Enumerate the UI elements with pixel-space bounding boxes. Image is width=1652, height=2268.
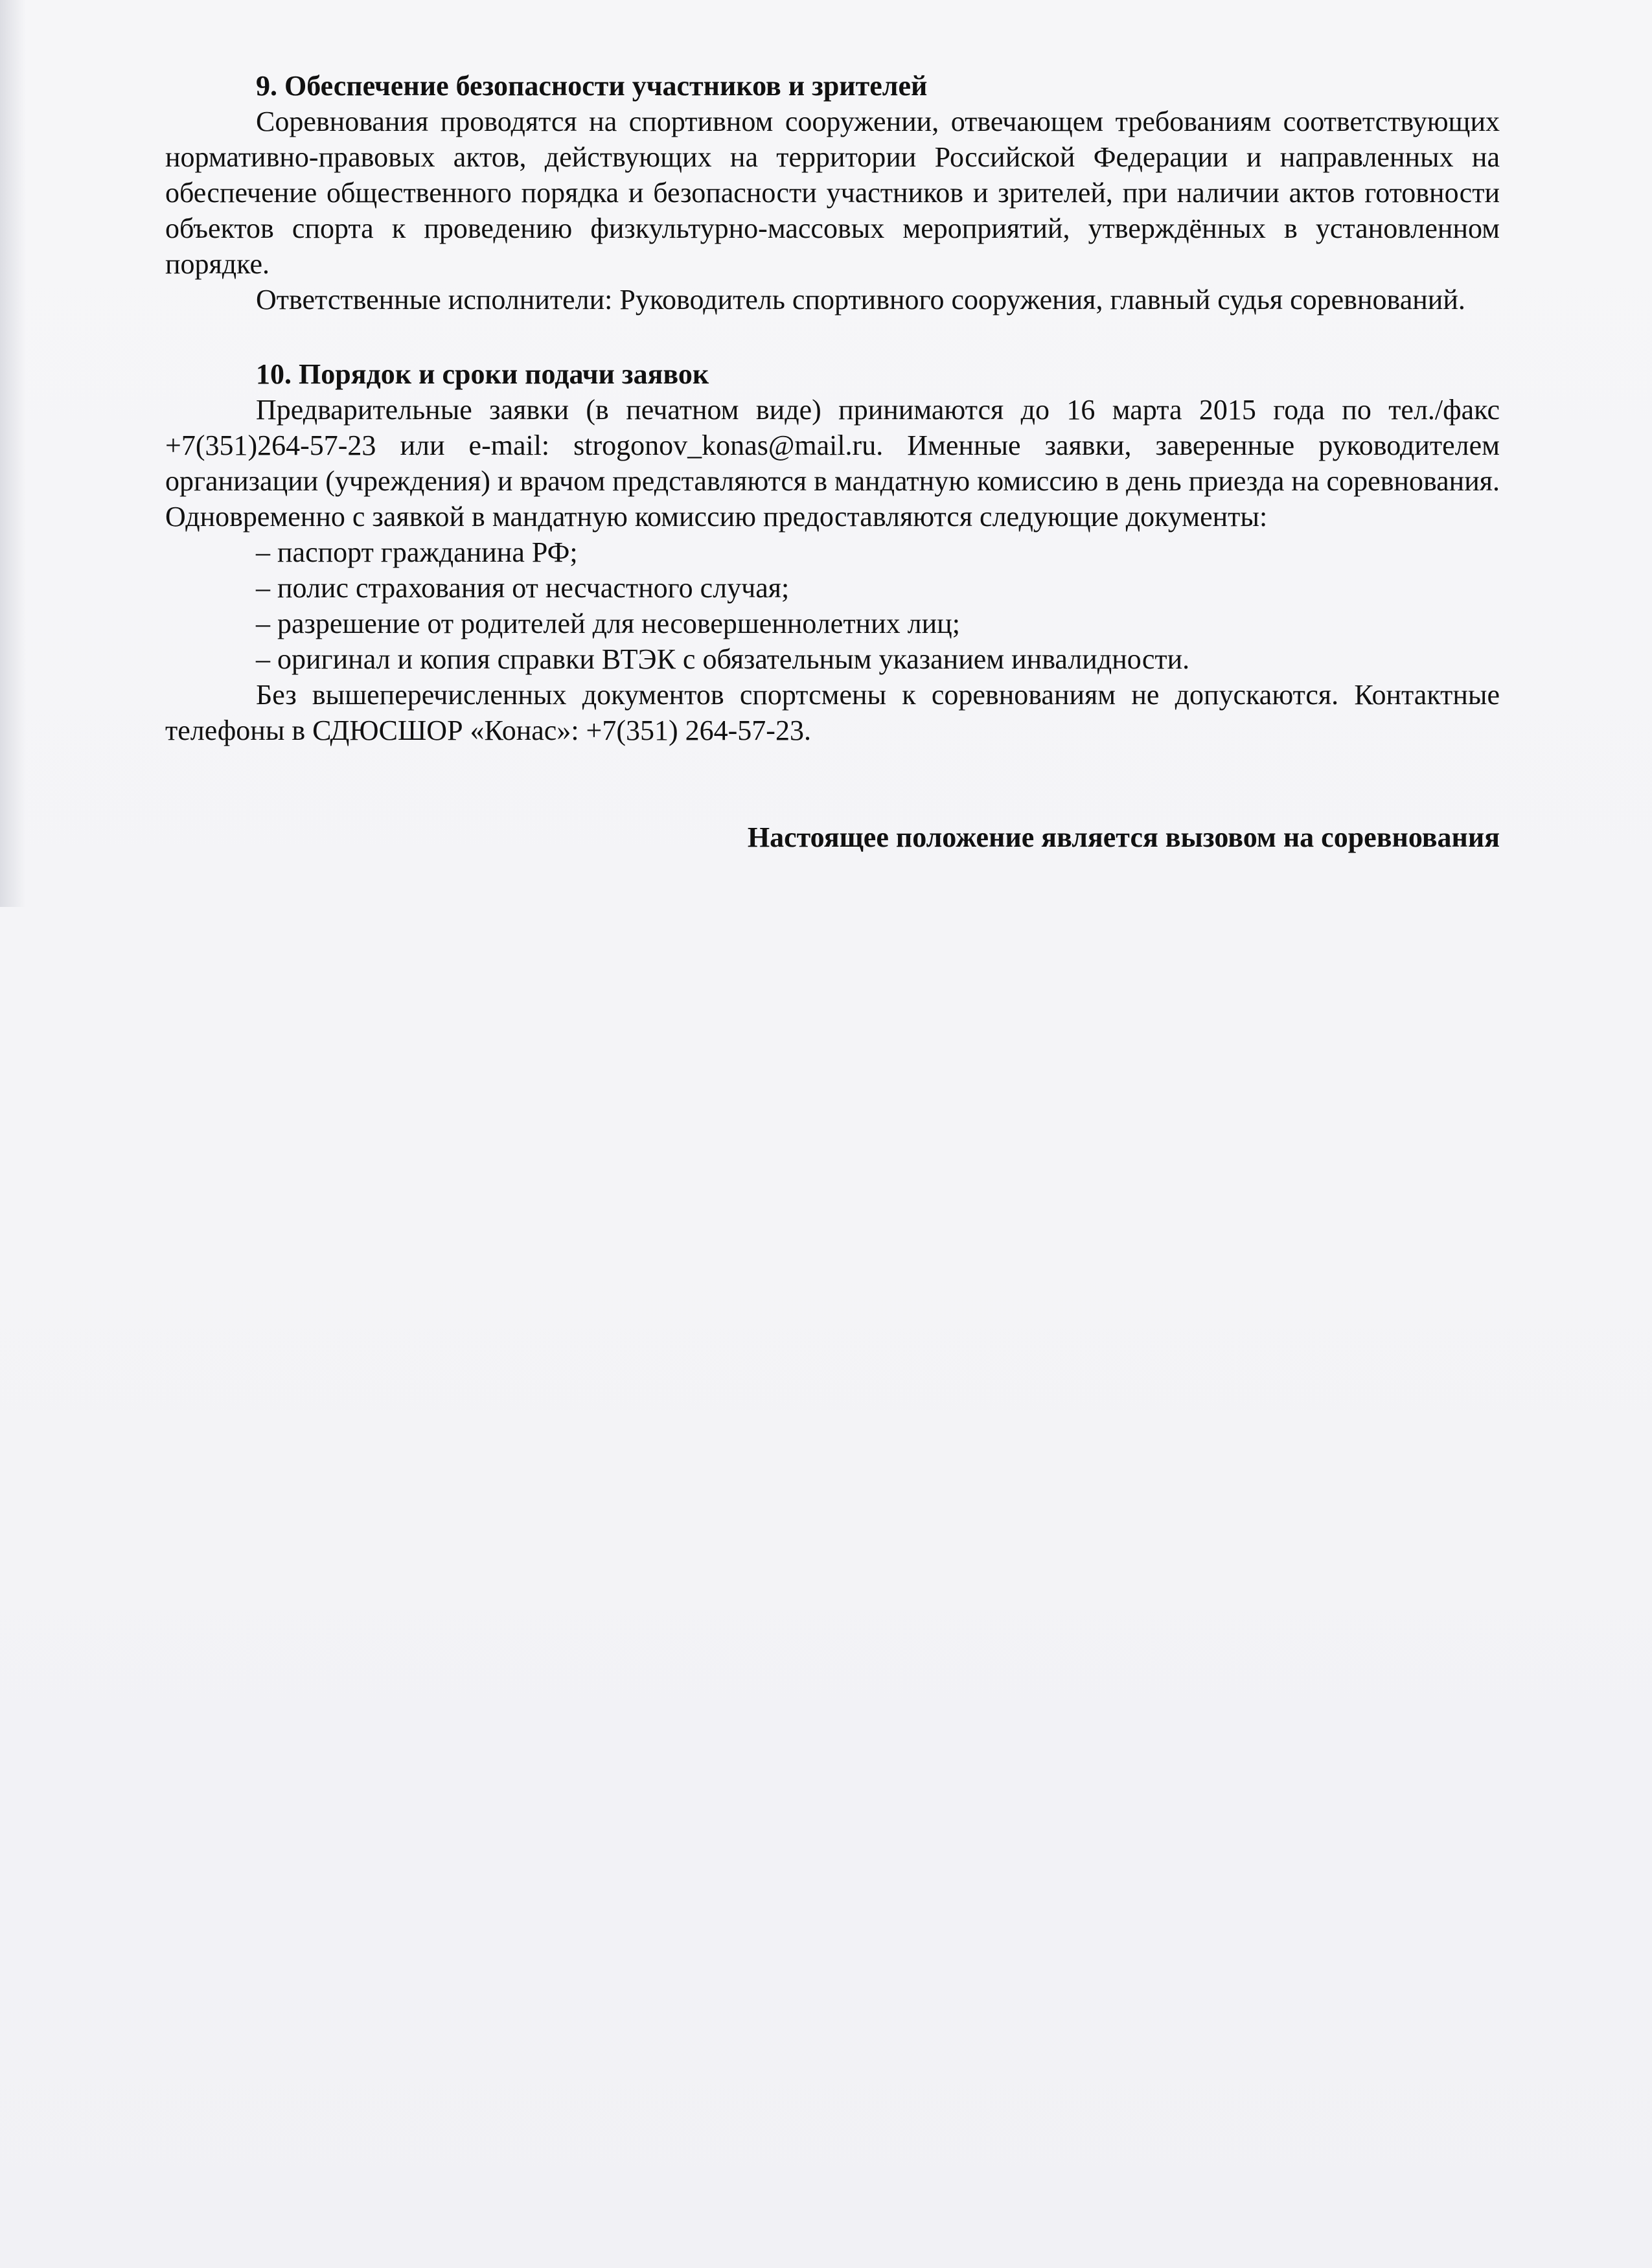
section-safety xyxy=(165,68,1500,317)
section-9-title: 9. Обеспечение безопасности участников и зрителей xyxy=(256,70,928,102)
section-9-paragraph-1: Соревнования проводятся на спортивном сооружении, отвечающем требованиям соответствующих нормативно-правовых актов, действующих на территории Российской Федерации и направленных на обеспечение общественного порядка и безопасности участников и зрителей, при наличии актов готовности объектов спорта к проведению физкультурно-массовых мероприятий, утверждённых в установленном порядке. xyxy=(165,106,1500,280)
section-10-title: 10. Порядок и сроки подачи заявок xyxy=(256,358,709,390)
section-applications xyxy=(165,356,1500,748)
document-list-item: – паспорт гражданина РФ; xyxy=(256,536,578,568)
section-10-paragraph-1: Предварительные заявки (в печатном виде) принимаются до 16 марта 2015 года по тел./факс +7(351)264-57-23 или e-mail: strogonov_konas@mail.ru. Именные заявки, заверенные руководителем организации (учреждения) и врачом представляются в мандатную комиссию в день приезда на соревнования. Одновременно с заявкой в мандатную комиссию предоставляются следующие документы: xyxy=(165,394,1500,533)
invitation-statement: Настоящее положение является вызовом на соревнования xyxy=(747,821,1500,853)
section-9-paragraph-2: Ответственные исполнители: Руководитель спортивного сооружения, главный судья соревнований. xyxy=(256,284,1465,315)
scan-shadow-edge xyxy=(0,0,26,907)
section-10-paragraph-2: Без вышеперечисленных документов спортсмены к соревнованиям не допускаются. Контактные телефоны в СДЮСШОР «Конас»: +7(351) 264-57-23. xyxy=(165,679,1500,746)
document-list-item: – полис страхования от несчастного случая; xyxy=(256,572,790,604)
document-body xyxy=(165,68,1500,855)
document-list-item: – разрешение от родителей для несовершеннолетних лиц; xyxy=(256,608,960,639)
document-list-item: – оригинал и копия справки ВТЭК с обязательным указанием инвалидности. xyxy=(256,643,1190,675)
